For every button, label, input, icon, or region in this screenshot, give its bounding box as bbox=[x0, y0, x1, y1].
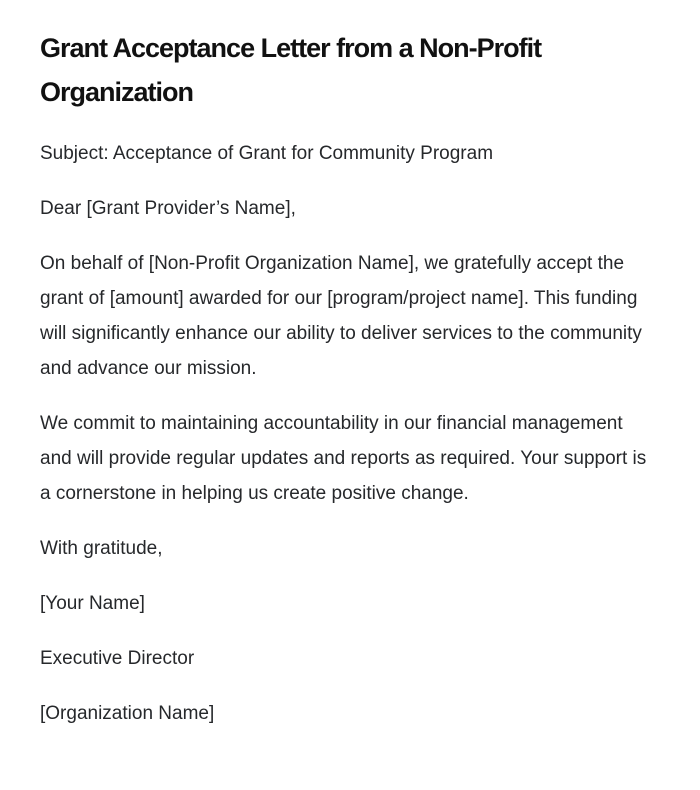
signature-name: [Your Name] bbox=[40, 593, 145, 614]
signature-organization: [Organization Name] bbox=[40, 703, 215, 724]
page-title: Grant Acceptance Letter from a Non-Profit Organization bbox=[40, 33, 542, 107]
signature-title: Executive Director bbox=[40, 648, 195, 669]
salutation: Dear [Grant Provider’s Name], bbox=[40, 198, 296, 219]
subject-line: Subject: Acceptance of Grant for Community Program bbox=[40, 143, 494, 164]
letter-paragraph-2: We commit to maintaining accountability in our financial management and will provide regular updates and reports as required. Your support is a cornerstone in helping us create positive change. bbox=[40, 413, 647, 504]
closing-line: With gratitude, bbox=[40, 538, 163, 559]
letter-paragraph-1: On behalf of [Non-Profit Organization Name], we gratefully accept the grant of [amount] awarded for our [program/project name]. This funding will significantly enhance our ability to deliver services to the community and advance our mission. bbox=[40, 253, 642, 379]
